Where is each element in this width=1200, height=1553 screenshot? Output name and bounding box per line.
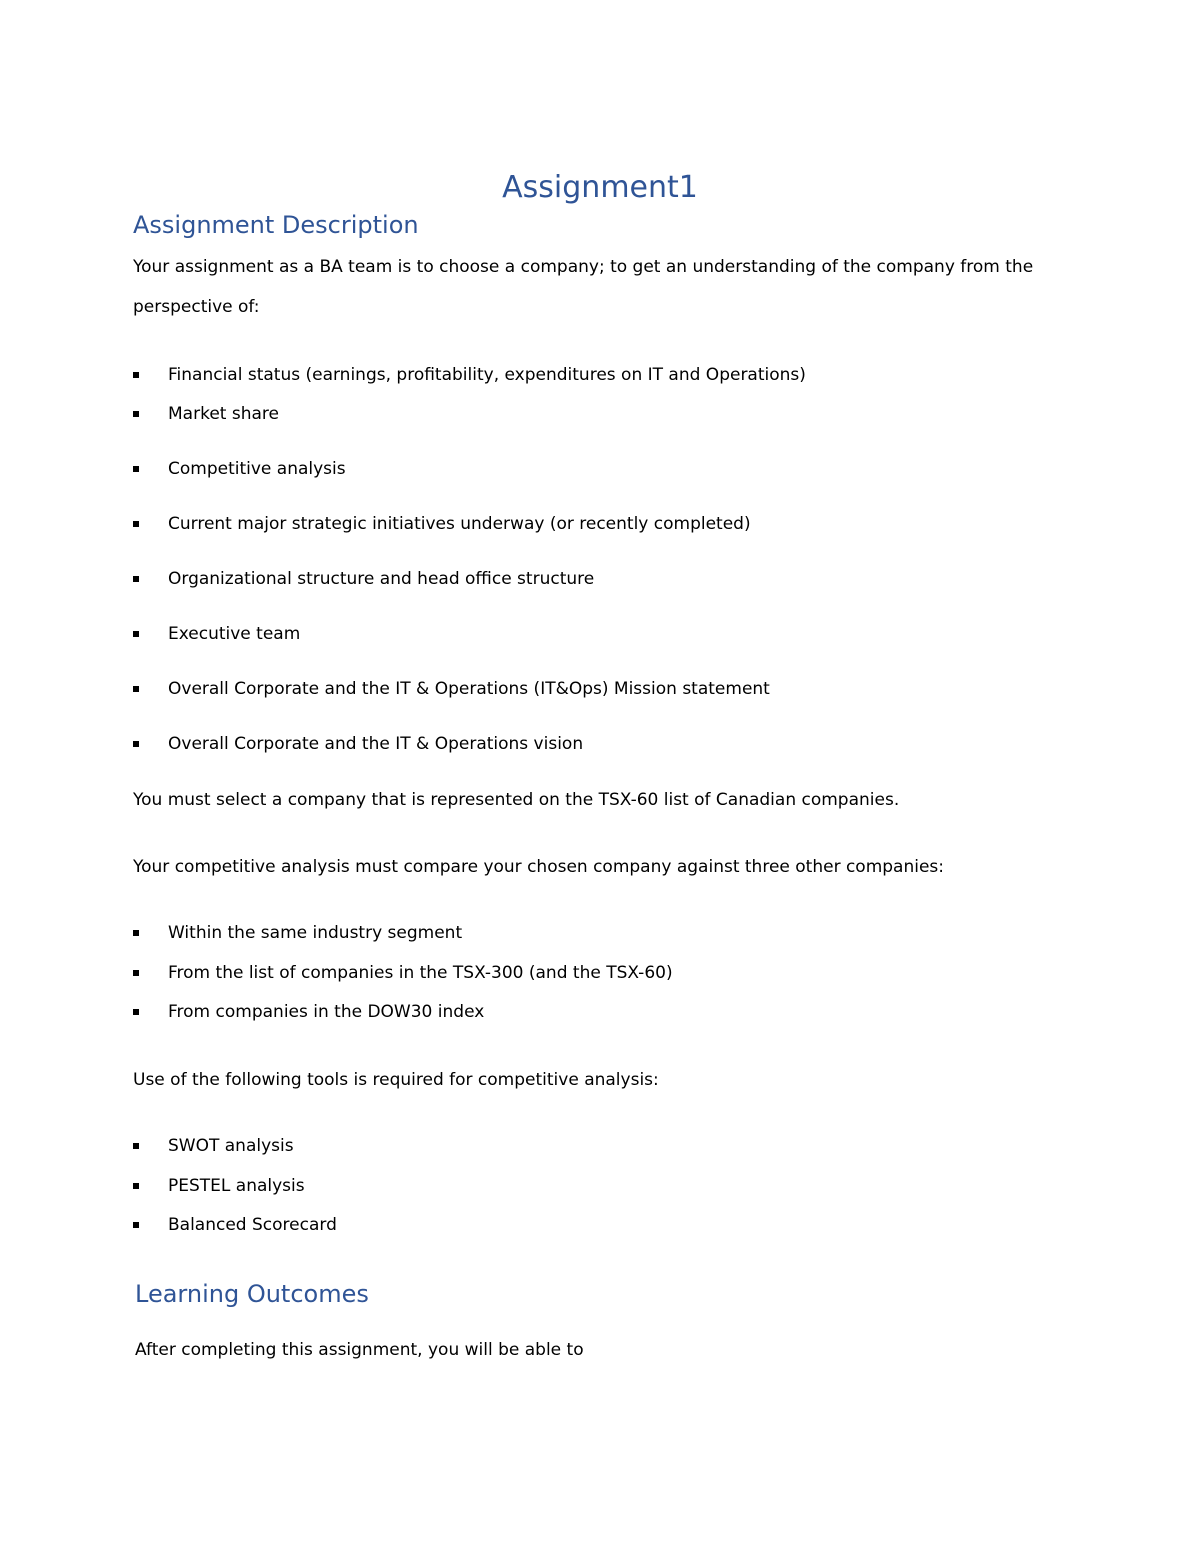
bullet-square-icon — [133, 741, 139, 747]
bullet-square-icon — [133, 686, 139, 692]
bullet-square-icon — [133, 372, 139, 378]
intro-paragraph-line-2: perspective of: — [133, 297, 260, 317]
bullet-square-icon — [133, 1143, 139, 1149]
bullet-square-icon — [133, 411, 139, 417]
bullet-square-icon — [133, 1183, 139, 1189]
bullet-square-icon — [133, 1009, 139, 1015]
assignment-description-heading: Assignment Description — [133, 211, 419, 239]
bullet-square-icon — [133, 521, 139, 527]
tools-intro-paragraph: Use of the following tools is required for competitive analysis: — [133, 1070, 659, 1090]
document-page: Assignment1 Assignment Description Your assignment as a BA team is to choose a company; to get an understanding of the company from the perspective of: Financial status (earnings, profitability, expenditures on IT and Operations) Market share Competitive analysis Current major strategic initiatives underway (or recently completed) Organizational structure and head office structure Executive team Overall Corporate and the IT & Operations (IT&Ops) Mission statement Overall Corporate and the IT & Operations vision You must select a company that is represented on the TSX-60 list of Canadian companies. Your competitive analysis must compare your chosen company against three other companies: Within the same industry segment From the list of companies in the TSX-300 (and the TSX-60) From companies in the DOW30 index Use of the following tools is required for competitive analysis: SWOT analysis PESTEL analysis Balanced Scorecard Learning Outcomes After completing this assignment, you will be able to — [0, 0, 1200, 1553]
bullet-square-icon — [133, 576, 139, 582]
bullet-square-icon — [133, 1222, 139, 1228]
bullet-square-icon — [133, 466, 139, 472]
bullet-square-icon — [133, 930, 139, 936]
learning-outcomes-heading: Learning Outcomes — [135, 1280, 369, 1308]
bullet-square-icon — [133, 970, 139, 976]
bullet-square-icon — [133, 631, 139, 637]
document-title: Assignment1 — [502, 170, 698, 205]
learning-outcomes-intro: After completing this assignment, you will be able to — [135, 1340, 584, 1360]
intro-paragraph-line-1: Your assignment as a BA team is to choose a company; to get an understanding of the company from the — [133, 257, 1034, 277]
competitive-intro-paragraph: Your competitive analysis must compare your chosen company against three other companies: — [133, 857, 945, 877]
select-requirement-paragraph: You must select a company that is represented on the TSX-60 list of Canadian companies. — [133, 790, 900, 810]
